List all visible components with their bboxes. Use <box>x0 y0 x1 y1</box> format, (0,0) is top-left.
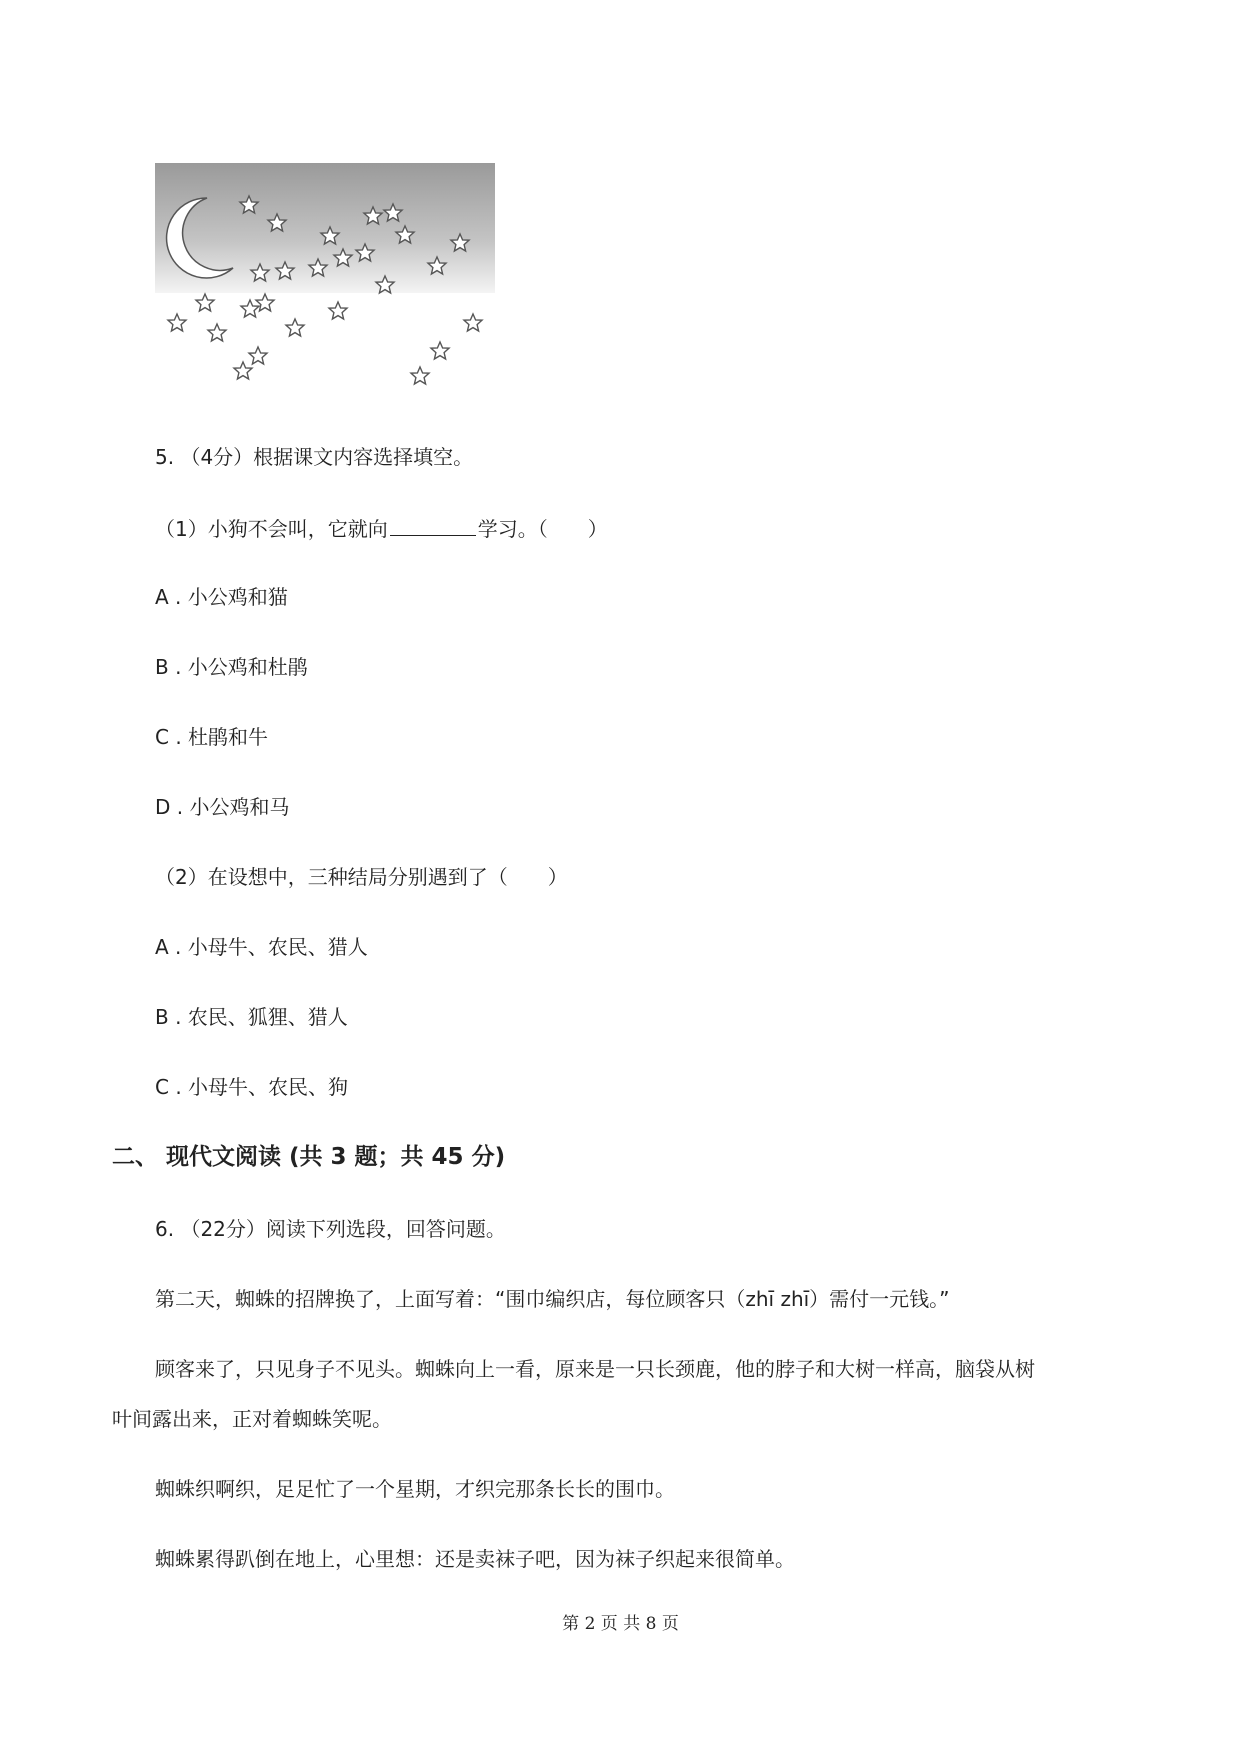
star-icon <box>249 347 267 364</box>
star-icon <box>329 302 347 319</box>
question-5-sub2: （2）在设想中，三种结局分别遇到了（ ） <box>155 865 568 889</box>
sub1-text-before: （1）小狗不会叫，它就向 <box>155 517 388 541</box>
moon-stars-illustration <box>155 163 495 393</box>
star-icon <box>286 319 304 336</box>
question-5-sub1 <box>155 513 608 543</box>
option-c: C . 小母牛、农民、狗 <box>155 1075 349 1099</box>
star-icon <box>168 314 186 331</box>
passage-paragraph: 第二天，蜘蛛的招牌换了，上面写着：“围巾编织店，每位顾客只（zhī zhī）需付一元钱。” <box>155 1287 950 1311</box>
section-heading: 二、 现代文阅读 (共 3 题；共 45 分) <box>112 1144 506 1170</box>
star-icon <box>234 362 252 379</box>
option-b: B . 农民、狐狸、猎人 <box>155 1005 348 1029</box>
option-d: D . 小公鸡和马 <box>155 795 290 819</box>
page-number: 第 2 页 共 8 页 <box>562 1614 679 1634</box>
question-6-header: 6. （22分）阅读下列选段，回答问题。 <box>155 1217 506 1241</box>
star-icon <box>256 294 274 311</box>
star-icon <box>411 367 429 384</box>
passage-paragraph-continued: 叶间露出来，正对着蜘蛛笑呢。 <box>112 1407 392 1431</box>
sub1-text-after: 学习。（ ） <box>477 517 608 541</box>
star-icon <box>196 294 214 311</box>
option-c: C . 杜鹃和牛 <box>155 725 269 749</box>
question-5-header: 5. （4分）根据课文内容选择填空。 <box>155 445 474 469</box>
answer-blank <box>390 513 476 536</box>
star-icon <box>208 324 226 341</box>
passage-paragraph: 蜘蛛织啊织，足足忙了一个星期，才织完那条长长的围巾。 <box>155 1477 675 1501</box>
passage-paragraph: 蜘蛛累得趴倒在地上，心里想：还是卖袜子吧，因为袜子织起来很简单。 <box>155 1547 795 1571</box>
option-a: A . 小公鸡和猫 <box>155 585 288 609</box>
passage-paragraph: 顾客来了，只见身子不见头。蜘蛛向上一看，原来是一只长颈鹿，他的脖子和大树一样高，脑袋从树 <box>155 1357 1035 1381</box>
option-a: A . 小母牛、农民、猎人 <box>155 935 368 959</box>
star-icon <box>241 300 259 317</box>
star-icon <box>431 342 449 359</box>
star-icon <box>464 314 482 331</box>
option-b: B . 小公鸡和杜鹃 <box>155 655 308 679</box>
